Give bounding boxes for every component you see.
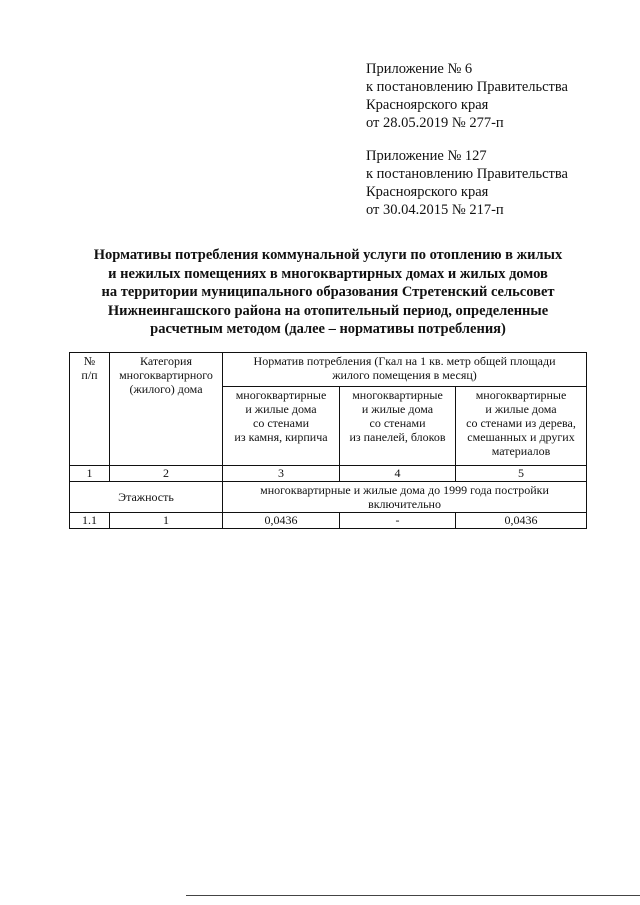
header-number-cell: № п/п <box>70 353 110 466</box>
table-header-row <box>70 353 587 387</box>
column-number-cell: 1 <box>70 466 110 482</box>
header-norm-cell: Норматив потребления (Гкал на 1 кв. метр общей площади жилого помещения в месяц) <box>223 353 587 387</box>
row-stone-value-cell: 0,0436 <box>223 513 340 529</box>
appendix-6-date: от 28.05.2019 № 277-п <box>366 115 504 131</box>
floors-period-row <box>70 482 587 513</box>
document-title-line: Нижнеингашского района на отопительный период, определенные <box>107 302 549 319</box>
document-title-line: расчетным методом (далее – нормативы потребления) <box>150 321 506 337</box>
column-number-cell: 5 <box>456 466 587 482</box>
column-number-cell: 2 <box>110 466 223 482</box>
document-title-line: Нормативы потребления коммунальной услуги по отоплению в жилых <box>93 247 563 263</box>
header-panel-walls-cell: многоквартирные и жилые дома со стенами из панелей, блоков <box>340 387 456 466</box>
appendix-127-region: Красноярского края <box>366 184 489 200</box>
appendix-127-decree: к постановлению Правительства <box>366 166 568 182</box>
appendix-127-reference <box>366 147 626 219</box>
consumption-norms-table <box>69 352 587 529</box>
floors-label-cell: Этажность <box>70 482 223 513</box>
appendix-127-number: Приложение № 127 <box>366 148 487 164</box>
row-wood-value-cell: 0,0436 <box>456 513 587 529</box>
table-row <box>70 513 587 529</box>
row-floors-cell: 1 <box>110 513 223 529</box>
row-number-cell: 1.1 <box>70 513 110 529</box>
column-number-cell: 3 <box>223 466 340 482</box>
column-number-row <box>70 466 587 482</box>
header-category-cell: Категория многоквартирного (жилого) дома <box>110 353 223 466</box>
document-title <box>70 246 586 339</box>
appendix-6-decree: к постановлению Правительства <box>366 79 568 95</box>
row-panel-value-cell: - <box>340 513 456 529</box>
appendix-6-region: Красноярского края <box>366 97 489 113</box>
appendix-6-number: Приложение № 6 <box>366 61 473 77</box>
column-number-cell: 4 <box>340 466 456 482</box>
page-bottom-rule <box>186 895 640 896</box>
document-title-line: на территории муниципального образования Стретенский сельсовет <box>101 284 555 300</box>
appendix-6-reference <box>366 60 626 132</box>
document-title-line: и нежилых помещениях в многоквартирных домах и жилых домов <box>108 265 548 282</box>
appendix-127-date: от 30.04.2015 № 217-п <box>366 202 504 218</box>
construction-period-cell: многоквартирные и жилые дома до 1999 года постройки включительно <box>223 482 587 513</box>
header-stone-walls-cell: многоквартирные и жилые дома со стенами из камня, кирпича <box>223 387 340 466</box>
header-wood-walls-cell: многоквартирные и жилые дома со стенами из дерева, смешанных и других материалов <box>456 387 587 466</box>
